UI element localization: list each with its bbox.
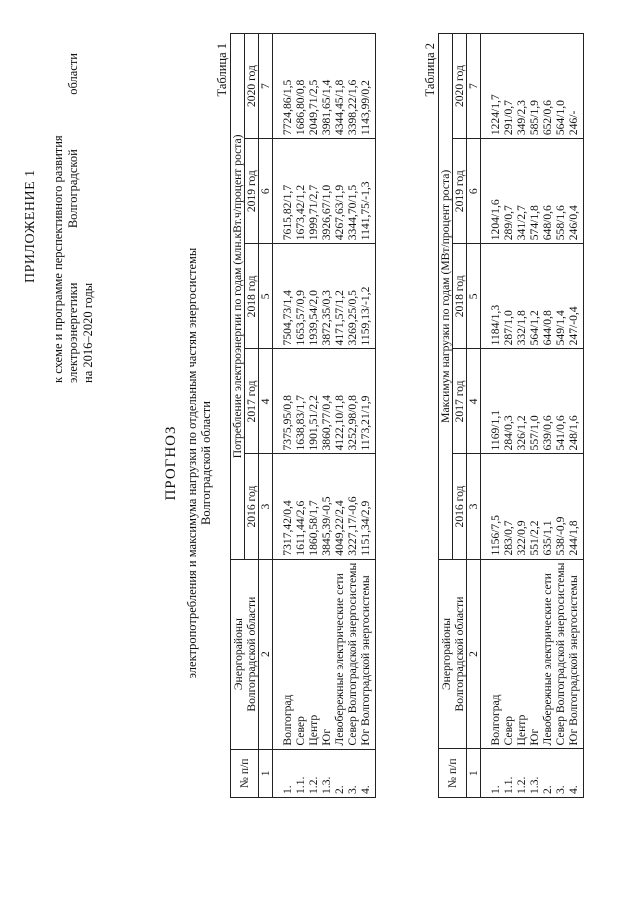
cell-value: 3269,25/0,5 bbox=[346, 244, 359, 349]
cell-value: 1169/1,1 bbox=[481, 349, 503, 454]
table-2-header-no: № п/п bbox=[439, 749, 467, 798]
cell-value: 3398,22/1,6 bbox=[346, 34, 359, 139]
cell-value: 2049,71/2,5 bbox=[307, 34, 320, 139]
table-2-year-2020: 2020 год bbox=[453, 34, 467, 139]
subtitle-word-1: электроэнергетики bbox=[66, 282, 80, 383]
cell-value: 1173,21/1,9 bbox=[359, 349, 376, 454]
cell-value: 574/1,8 bbox=[528, 139, 541, 244]
table-2-header-region bbox=[439, 559, 467, 749]
cell-value: 1673,42/1,2 bbox=[294, 139, 307, 244]
table-row bbox=[346, 34, 359, 798]
subtitle-word-3: области bbox=[66, 53, 80, 95]
table-2-colnum: 6 bbox=[467, 139, 481, 244]
table-1-year-2019: 2019 год bbox=[245, 139, 259, 244]
appendix-subtitle bbox=[51, 53, 96, 383]
row-number: 2. bbox=[541, 749, 554, 798]
cell-value: 4344,45/1,8 bbox=[333, 34, 346, 139]
row-number: 3. bbox=[554, 749, 567, 798]
row-number: 2. bbox=[333, 749, 346, 797]
table-1-header-group: Потребление электроэнергии по годам (млн.кВт.ч/процент роста) bbox=[231, 34, 245, 560]
row-region: Волгоград bbox=[481, 559, 503, 749]
table-2-label: Таблица 2 bbox=[423, 43, 437, 97]
cell-value: 3252,98/0,8 bbox=[346, 349, 359, 454]
table-1-colnum: 2 bbox=[259, 559, 273, 749]
row-number: 1.1. bbox=[502, 749, 515, 798]
table-2-header-region-b: Волгоградской области bbox=[452, 596, 466, 712]
cell-value: 284/0,3 bbox=[502, 349, 515, 454]
cell-value: 1686,80/0,8 bbox=[294, 34, 307, 139]
table-1-colnum: 4 bbox=[259, 349, 273, 454]
cell-value: 1901,51/2,2 bbox=[307, 349, 320, 454]
document-subtitle bbox=[185, 33, 213, 893]
rotated-content bbox=[15, 33, 625, 893]
table-1-year-2016: 2016 год bbox=[245, 454, 259, 559]
row-region: Юг bbox=[528, 559, 541, 749]
cell-value: 246/0,4 bbox=[567, 139, 584, 244]
table-2-header-region-a: Энергорайоны bbox=[439, 617, 453, 690]
table-row bbox=[294, 34, 307, 798]
cell-value: 1143,99/0,2 bbox=[359, 34, 376, 139]
row-region: Юг Волгоградской энергосистемы bbox=[567, 559, 584, 749]
table-row bbox=[320, 34, 333, 798]
cell-value: 551/2,2 bbox=[528, 454, 541, 559]
document-title: ПРОГНОЗ bbox=[163, 425, 179, 501]
table-1-colnum: 1 bbox=[259, 749, 273, 797]
cell-value: 652/0,6 bbox=[541, 34, 554, 139]
row-region: Север bbox=[502, 559, 515, 749]
cell-value: 7724,86/1,5 bbox=[273, 34, 295, 139]
cell-value: 1860,58/1,7 bbox=[307, 454, 320, 559]
table-row bbox=[307, 34, 320, 798]
table-2 bbox=[438, 33, 584, 798]
cell-value: 4267,63/1,9 bbox=[333, 139, 346, 244]
table-1-label: Таблица 1 bbox=[215, 43, 229, 97]
table-1-colnum: 6 bbox=[259, 139, 273, 244]
cell-value: 4171,57/1,2 bbox=[333, 244, 346, 349]
table-1 bbox=[230, 33, 376, 798]
cell-value: 564/1,2 bbox=[528, 244, 541, 349]
row-number: 3. bbox=[346, 749, 359, 797]
cell-value: 541/0,6 bbox=[554, 349, 567, 454]
table-row bbox=[502, 34, 515, 798]
cell-value: 7375,95/0,8 bbox=[273, 349, 295, 454]
cell-value: 644/0,8 bbox=[541, 244, 554, 349]
subtitle-line-1: к схеме и программе перспективного развития bbox=[51, 135, 65, 383]
table-1-header-region bbox=[231, 559, 259, 749]
table-1-number-row bbox=[259, 34, 273, 798]
row-region: Север Волгоградской энергосистемы bbox=[554, 559, 567, 749]
cell-value: 3981,65/1,4 bbox=[320, 34, 333, 139]
row-region: Север bbox=[294, 559, 307, 749]
cell-value: 1224/1,7 bbox=[481, 34, 503, 139]
table-1-colnum: 3 bbox=[259, 454, 273, 559]
cell-value: 635/1,1 bbox=[541, 454, 554, 559]
table-2-colnum: 3 bbox=[467, 454, 481, 559]
cell-value: 7317,42/0,4 bbox=[273, 454, 295, 559]
row-region: Юг bbox=[320, 559, 333, 749]
subtitle-line-2 bbox=[66, 53, 81, 383]
table-row bbox=[359, 34, 376, 798]
cell-value: 283/0,7 bbox=[502, 454, 515, 559]
table-1-header-region-a: Энергорайоны bbox=[231, 618, 245, 691]
cell-value: 1999,71/2,7 bbox=[307, 139, 320, 244]
cell-value: 3872,35/0,3 bbox=[320, 244, 333, 349]
table-2-colnum: 7 bbox=[467, 34, 481, 139]
table-2-year-2018: 2018 год bbox=[453, 244, 467, 349]
cell-value: 3926,67/1,0 bbox=[320, 139, 333, 244]
cell-value: 332/1,8 bbox=[515, 244, 528, 349]
cell-value: 1159,13/-1,2 bbox=[359, 244, 376, 349]
row-region: Юг Волгоградской энергосистемы bbox=[359, 559, 376, 749]
table-row bbox=[515, 34, 528, 798]
cell-value: 248/1,6 bbox=[567, 349, 584, 454]
row-region: Центр bbox=[515, 559, 528, 749]
row-region: Левобережные электрические сети bbox=[333, 559, 346, 749]
cell-value: 639/0,6 bbox=[541, 349, 554, 454]
table-1-header-no: № п/п bbox=[231, 749, 259, 797]
cell-value: 1638,83/1,7 bbox=[294, 349, 307, 454]
cell-value: 4122,10/1,8 bbox=[333, 349, 346, 454]
row-region: Левобережные электрические сети bbox=[541, 559, 554, 749]
table-1-year-2020: 2020 год bbox=[245, 34, 259, 139]
cell-value: 3845,39/-0,5 bbox=[320, 454, 333, 559]
table-1-header-region-b: Волгоградской области bbox=[244, 596, 258, 712]
table-row bbox=[528, 34, 541, 798]
row-number: 1.1. bbox=[294, 749, 307, 797]
cell-value: 291/0,7 bbox=[502, 34, 515, 139]
cell-value: 648/0,6 bbox=[541, 139, 554, 244]
table-2-colnum: 2 bbox=[467, 559, 481, 749]
subtitle-line-3: на 2016–2020 годы bbox=[81, 282, 95, 383]
cell-value: 7504,73/1,4 bbox=[273, 244, 295, 349]
cell-value: 7615,82/1,7 bbox=[273, 139, 295, 244]
cell-value: 1939,54/2,0 bbox=[307, 244, 320, 349]
row-region: Север Волгоградской энергосистемы bbox=[346, 559, 359, 749]
cell-value: 246/- bbox=[567, 34, 584, 139]
cell-value: 1653,57/0,9 bbox=[294, 244, 307, 349]
cell-value: 244/1,8 bbox=[567, 454, 584, 559]
cell-value: 322/0,9 bbox=[515, 454, 528, 559]
cell-value: 326/1,2 bbox=[515, 349, 528, 454]
table-2-colnum: 1 bbox=[467, 749, 481, 798]
table-row bbox=[541, 34, 554, 798]
cell-value: 564/1,0 bbox=[554, 34, 567, 139]
row-number: 1.2. bbox=[515, 749, 528, 798]
cell-value: 3227,17/-0,6 bbox=[346, 454, 359, 559]
table-row bbox=[481, 34, 503, 798]
row-number: 1. bbox=[273, 749, 295, 797]
cell-value: 557/1,0 bbox=[528, 349, 541, 454]
cell-value: 558/1,6 bbox=[554, 139, 567, 244]
title-line-1: электропотребления и максимума нагрузки по отдельным частям энергосистемы bbox=[185, 247, 199, 679]
appendix-heading: ПРИЛОЖЕНИЕ 1 bbox=[23, 169, 38, 283]
subtitle-word-2: Волгоградской bbox=[66, 149, 80, 229]
cell-value: 4049,22/2,4 bbox=[333, 454, 346, 559]
cell-value: 1141,75/-1,3 bbox=[359, 139, 376, 244]
title-line-2: Волгоградской области bbox=[199, 401, 213, 525]
row-number: 1.2. bbox=[307, 749, 320, 797]
row-number: 4. bbox=[567, 749, 584, 798]
row-number: 4. bbox=[359, 749, 376, 797]
cell-value: 1611,44/2,6 bbox=[294, 454, 307, 559]
table-row bbox=[333, 34, 346, 798]
table-1-colnum: 5 bbox=[259, 244, 273, 349]
cell-value: 287/1,0 bbox=[502, 244, 515, 349]
cell-value: 247/-0,4 bbox=[567, 244, 584, 349]
row-number: 1. bbox=[481, 749, 503, 798]
row-region: Волгоград bbox=[273, 559, 295, 749]
cell-value: 349/2,3 bbox=[515, 34, 528, 139]
cell-value: 1184/1,3 bbox=[481, 244, 503, 349]
table-2-year-2016: 2016 год bbox=[453, 454, 467, 559]
table-2-colnum: 5 bbox=[467, 244, 481, 349]
cell-value: 585/1,9 bbox=[528, 34, 541, 139]
cell-value: 289/0,7 bbox=[502, 139, 515, 244]
cell-value: 341/2,7 bbox=[515, 139, 528, 244]
cell-value: 3344,70/1,5 bbox=[346, 139, 359, 244]
table-2-year-2017: 2017 год bbox=[453, 349, 467, 454]
table-row bbox=[554, 34, 567, 798]
table-2-colnum: 4 bbox=[467, 349, 481, 454]
table-row bbox=[273, 34, 295, 798]
table-row bbox=[567, 34, 584, 798]
table-1-colnum: 7 bbox=[259, 34, 273, 139]
table-1-year-2018: 2018 год bbox=[245, 244, 259, 349]
table-2-year-2019: 2019 год bbox=[453, 139, 467, 244]
row-region: Центр bbox=[307, 559, 320, 749]
cell-value: 1151,34/2,9 bbox=[359, 454, 376, 559]
cell-value: 1156/7,5 bbox=[481, 454, 503, 559]
table-2-header-group: Максимум нагрузки по годам (МВт/процент роста) bbox=[439, 34, 453, 560]
row-number: 1.3. bbox=[320, 749, 333, 797]
cell-value: 1204/1,6 bbox=[481, 139, 503, 244]
table-2-number-row bbox=[467, 34, 481, 798]
cell-value: 549/1,4 bbox=[554, 244, 567, 349]
table-1-year-2017: 2017 год bbox=[245, 349, 259, 454]
cell-value: 3860,77/0,4 bbox=[320, 349, 333, 454]
row-number: 1.3. bbox=[528, 749, 541, 798]
cell-value: 538/-0,9 bbox=[554, 454, 567, 559]
